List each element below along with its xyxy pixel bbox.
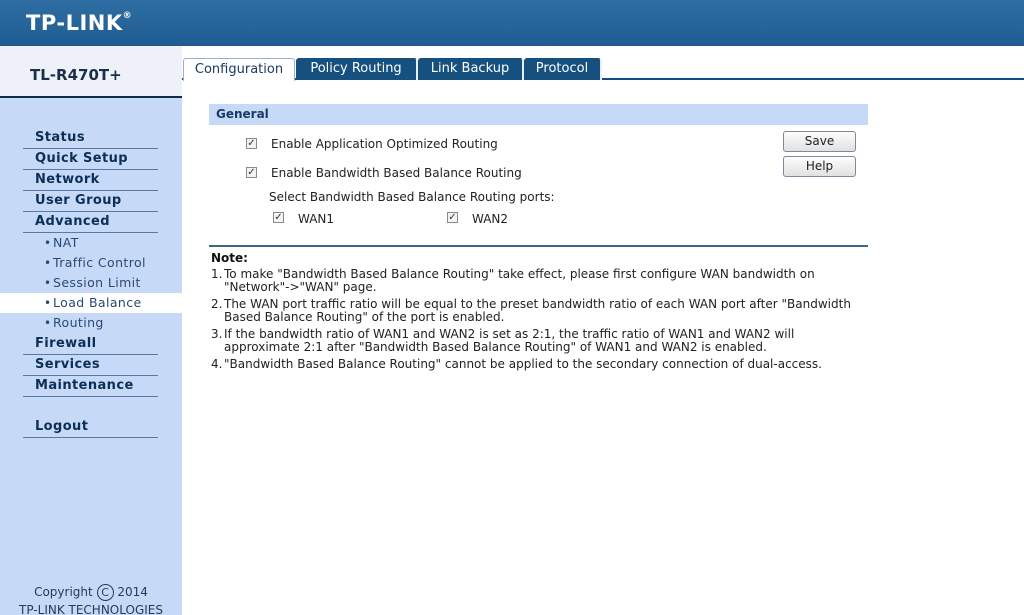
sidebar-item-firewall[interactable]: [23, 334, 158, 355]
bullet-icon: •: [44, 296, 52, 310]
wan1-label: WAN1: [298, 212, 335, 226]
sidebar-item-label: Quick Setup: [35, 151, 128, 166]
bullet-icon: •: [44, 256, 52, 270]
note-text: The WAN port traffic ratio will be equal to the preset bandwidth ratio of each WAN port after "Bandwidth Based Balance Routing" of the port is enabled.: [224, 297, 851, 324]
bandwidth-balance-routing-checkbox[interactable]: ✓: [247, 167, 256, 178]
sidebar-subitem-label: Load Balance: [53, 295, 142, 310]
sidebar-item-label: Maintenance: [35, 378, 134, 393]
sidebar-item-label: User Group: [35, 193, 122, 208]
tab-policy-routing[interactable]: Policy Routing: [296, 58, 418, 80]
sidebar-item-network[interactable]: [23, 170, 158, 191]
sidebar-subitem-traffic-control[interactable]: [23, 253, 182, 273]
sidebar-item-quick-setup[interactable]: [23, 149, 158, 170]
sidebar-item-label: Status: [35, 130, 85, 145]
note-number: 1.: [211, 267, 223, 281]
sidebar-item-services[interactable]: [23, 355, 158, 376]
note-item: [211, 328, 866, 354]
tab-protocol[interactable]: Protocol: [524, 58, 602, 80]
sidebar-item-user-group[interactable]: [23, 191, 158, 212]
app-optimized-routing-checkbox[interactable]: ✓: [247, 138, 256, 149]
sidebar-subitem-load-balance[interactable]: [0, 293, 182, 313]
app-optimized-routing-label: Enable Application Optimized Routing: [271, 137, 498, 151]
help-button[interactable]: Help: [783, 156, 856, 177]
note-number: 2.: [211, 297, 223, 311]
wan2-label: WAN2: [472, 212, 509, 226]
note-text: "Bandwidth Based Balance Routing" cannot be applied to the secondary connection of dual-access.: [224, 357, 822, 371]
bandwidth-balance-routing-label: Enable Bandwidth Based Balance Routing: [271, 166, 522, 180]
section-divider: [209, 245, 868, 247]
copyright-icon: C: [97, 584, 114, 601]
bullet-icon: •: [44, 316, 52, 330]
wan2-checkbox[interactable]: ✓: [448, 212, 457, 223]
sidebar-subitem-label: Session Limit: [53, 275, 141, 290]
save-button[interactable]: Save: [783, 131, 856, 152]
note-text: To make "Bandwidth Based Balance Routing" take effect, please first configure WAN bandwidth on "Network"->"WAN" page.: [224, 267, 815, 294]
wan1-checkbox[interactable]: ✓: [274, 212, 283, 223]
model-header: [0, 46, 182, 98]
sidebar-subitem-routing[interactable]: [23, 313, 182, 333]
copyright: [0, 584, 182, 615]
sidebar: [0, 46, 182, 615]
sidebar-subitem-label: Traffic Control: [53, 255, 146, 270]
sidebar-item-advanced[interactable]: [23, 212, 158, 233]
note-number: 4.: [211, 357, 223, 371]
bullet-icon: •: [44, 236, 52, 250]
section-header-general: [209, 104, 868, 125]
note-title: Note:: [211, 251, 248, 265]
tab-configuration[interactable]: Configuration: [183, 58, 295, 81]
sidebar-item-status[interactable]: [23, 128, 158, 149]
tab-link-backup[interactable]: Link Backup: [418, 58, 524, 80]
sidebar-subitem-label: Routing: [53, 315, 104, 330]
note-number: 3.: [211, 327, 223, 341]
section-title: General: [216, 107, 269, 121]
ports-label: Select Bandwidth Based Balance Routing ports:: [269, 190, 555, 204]
copyright-company: TP-LINK TECHNOLOGIES: [19, 603, 163, 615]
sidebar-item-label: Logout: [35, 419, 89, 434]
sidebar-item-label: Network: [35, 172, 100, 187]
registered-mark: ®: [122, 11, 133, 21]
sidebar-subitem-session-limit[interactable]: [23, 273, 182, 293]
copyright-year: 2014: [117, 585, 148, 599]
model-name: TL-R470T+: [30, 66, 122, 84]
sidebar-item-label: Advanced: [35, 214, 110, 229]
tp-link-logo: [26, 11, 132, 35]
copyright-text: Copyright: [34, 585, 93, 599]
note-item: [211, 268, 866, 294]
top-banner: [0, 0, 1024, 46]
sidebar-subitem-label: NAT: [53, 235, 79, 250]
sidebar-item-label: Services: [35, 357, 100, 372]
sidebar-subitem-nat[interactable]: [23, 233, 182, 253]
note-text: If the bandwidth ratio of WAN1 and WAN2 is set as 2:1, the traffic ratio of WAN1 and WAN2 will approximate 2:1 after "Bandwidth Based Balance Routing" of WAN1 and WAN2 is enabled.: [224, 327, 795, 354]
sidebar-item-label: Firewall: [35, 336, 97, 351]
note-item: [211, 298, 866, 324]
logo-text: TP-LINK: [26, 11, 123, 35]
bullet-icon: •: [44, 276, 52, 290]
sidebar-item-maintenance[interactable]: [23, 376, 158, 397]
sidebar-item-logout[interactable]: [23, 417, 158, 438]
note-item: [211, 358, 866, 371]
